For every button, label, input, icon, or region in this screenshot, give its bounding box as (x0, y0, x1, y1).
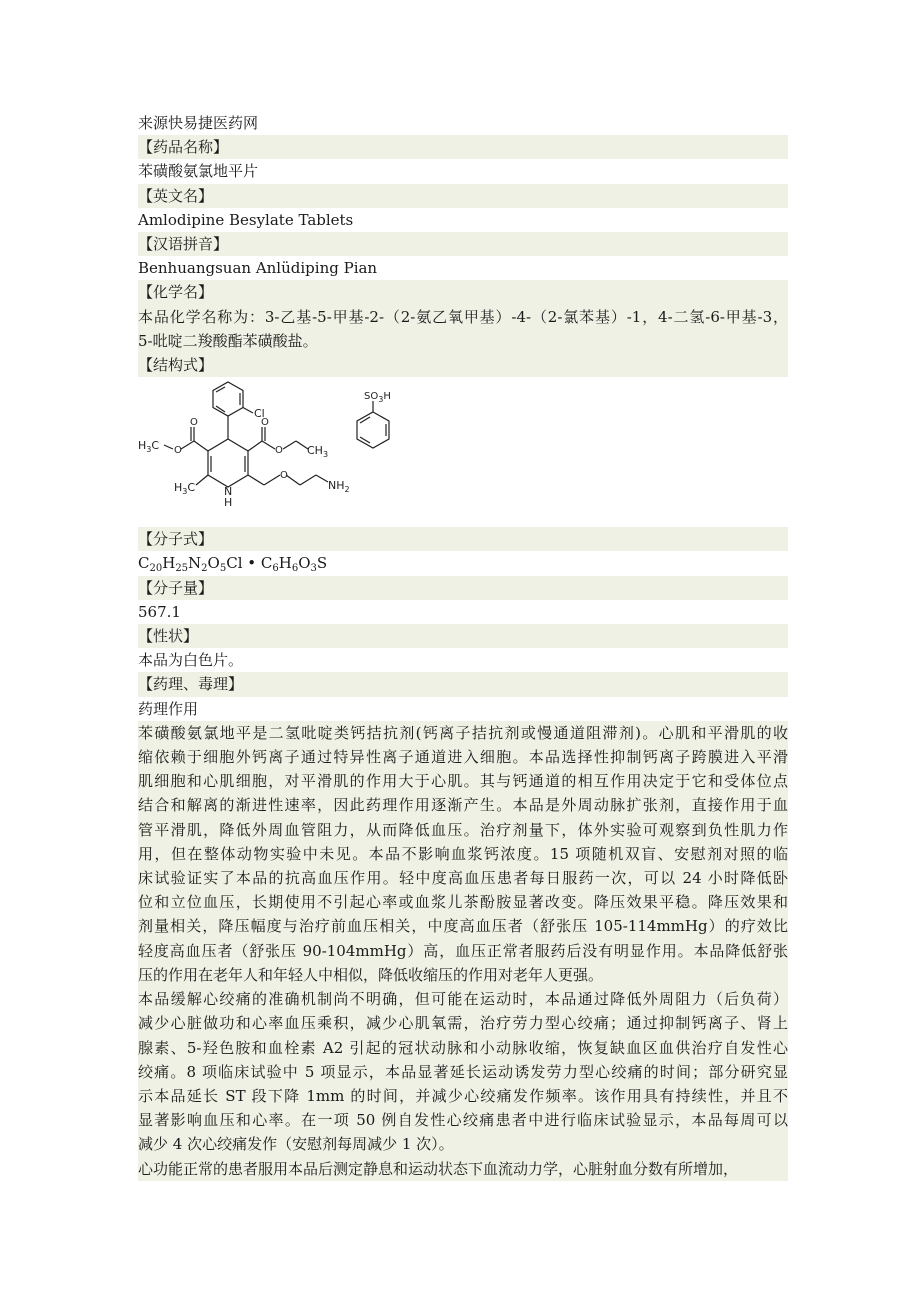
h3c-bottom-label: $H_3C$ (174, 481, 196, 497)
paragraph-line: 本品缓解心绞痛的准确机制尚不明确，但可能在运动时，本品通过降低外周阻力（后负荷） (138, 990, 788, 1009)
paragraph-line: 床试验证实了本品的抗高血压作用。轻中度高血压患者每日服药一次，可以 24 小时降低卧 (138, 869, 788, 888)
ch3-label: $CH_3$ (307, 444, 329, 460)
cl-label: Cl (254, 407, 265, 421)
paragraph-line: 减少心脏做功和心率血压乘积，减少心肌氧需，治疗劳力型心绞痛；通过抑制钙离子、肾上 (138, 1014, 788, 1033)
pinyin: Benhuangsuan Anlüdiping Pian (138, 259, 378, 278)
paragraph-line: 肌细胞和心肌细胞，对平滑肌的作用大于心肌。其与钙通道的相互作用决定于它和受体位点 (138, 772, 788, 791)
paragraph-line: 管平滑肌，降低外周血管阻力，从而降低血压。治疗剂量下，体外实验可观察到负性肌力作 (138, 820, 788, 839)
pharmacology-paragraph-3 (138, 1157, 788, 1181)
so3h-label: $SO_3H$ (364, 391, 391, 405)
paragraph-line: 位和立位血压，长期使用不引起心率或血浆儿茶酚胺显著改变。降压效果平稳。降压效果和 (138, 893, 788, 912)
nh2-label: $NH_2$ (328, 479, 350, 495)
h-label: H (224, 496, 233, 510)
chemical-name-header: 【化学名】 (138, 280, 788, 304)
paragraph-line: 轻度高血压者（舒张压 90-104mmHg）高，血压正常者服药后没有明显作用。本品降低舒张 (138, 941, 788, 960)
pharmacology-paragraph-1 (138, 721, 788, 987)
paragraph-line: 绞痛。8 项临床试验中 5 项显示，本品显著延长运动诱发劳力型心绞痛的时间；部分研究显 (138, 1062, 788, 1081)
n-label: N (224, 485, 233, 499)
paragraph-line: 压的作用在老年人和年轻人中相似，降低收缩压的作用对老年人更强。 (138, 965, 604, 984)
chemical-name (138, 305, 788, 353)
paragraph-line: 苯磺酸氨氯地平是二氢吡啶类钙拮抗剂(钙离子拮抗剂或慢通道阻滞剂)。心肌和平滑肌的收 (138, 723, 788, 742)
paragraph-line: 用，但在整体动物实验中未见。本品不影响血浆钙浓度。15 项随机双盲、安慰剂对照的临 (138, 844, 788, 863)
structure-diagram (138, 377, 438, 527)
drug-name-header: 【药品名称】 (138, 135, 788, 159)
paragraph-line: 剂量相关，降压幅度与治疗前血压相关，中度高血压者（舒张压 105-114mmHg）的疗效比 (138, 917, 788, 936)
pinyin-header: 【汉语拼音】 (138, 232, 788, 256)
paragraph-line: 腺素、5-羟色胺和血栓素 A2 引起的冠状动脉和小动脉收缩，恢复缺血区血供治疗自发性心 (138, 1038, 788, 1057)
structural-formula (138, 377, 788, 527)
pharmacology-header: 【药理、毒理】 (138, 672, 788, 696)
paragraph-line: 心功能正常的患者服用本品后测定静息和运动状态下血流动力学，心脏射血分数有所增加， (138, 1159, 739, 1178)
paragraph-line: 减少 4 次心绞痛发作（安慰剂每周减少 1 次）。 (138, 1135, 454, 1154)
paragraph-line: 缩依赖于细胞外钙离子通过特异性离子通道进入细胞。本品选择性抑制钙离子跨膜进入平滑 (138, 748, 788, 767)
o-label: O (174, 445, 182, 457)
paragraph-line: 显著影响血压和心率。在一项 50 例自发性心绞痛患者中进行临床试验显示，本品每周可以 (138, 1111, 788, 1130)
english-name-header: 【英文名】 (138, 184, 788, 208)
pharmacology-subheader: 药理作用 (138, 699, 199, 718)
drug-name: 苯磺酸氨氯地平片 (138, 162, 259, 181)
molecular-weight: 567.1 (138, 602, 181, 621)
chemical-name-line: 5-吡啶二羧酸酯苯磺酸盐。 (138, 331, 318, 350)
structure-header: 【结构式】 (138, 353, 788, 377)
source-line: 来源快易捷医药网 (138, 114, 259, 132)
document-body (138, 111, 788, 1181)
chemical-name-line: 本品化学名称为：3-乙基-5-甲基-2-（2-氨乙氧甲基）-4-（2-氯苯基）-1，4-二氢-6-甲基-3， (138, 307, 788, 326)
molecular-formula: $C_{20}H_{25}N_2O_5Cl$ • $C_6H_6O_3S$ (138, 554, 328, 575)
o-label: O (190, 417, 198, 429)
appearance-header: 【性状】 (138, 624, 788, 648)
o-label: O (275, 445, 283, 457)
english-name: Amlodipine Besylate Tablets (138, 210, 354, 229)
pharmacology-paragraph-2 (138, 987, 788, 1156)
o-label: O (280, 470, 288, 482)
appearance: 本品为白色片。 (138, 651, 244, 670)
formula-header: 【分子式】 (138, 527, 788, 551)
o-label: O (261, 417, 269, 429)
h3c-left-label: $H_3C$ (138, 439, 160, 455)
molecular-weight-header: 【分子量】 (138, 576, 788, 600)
paragraph-line: 示本品延长 ST 段下降 1mm 的时间，并减少心绞痛发作频率。该作用具有持续性，并且不 (138, 1086, 788, 1105)
paragraph-line: 结合和解离的渐进性速率，因此药理作用逐渐产生。本品是外周动脉扩张剂，直接作用于血 (138, 796, 788, 815)
